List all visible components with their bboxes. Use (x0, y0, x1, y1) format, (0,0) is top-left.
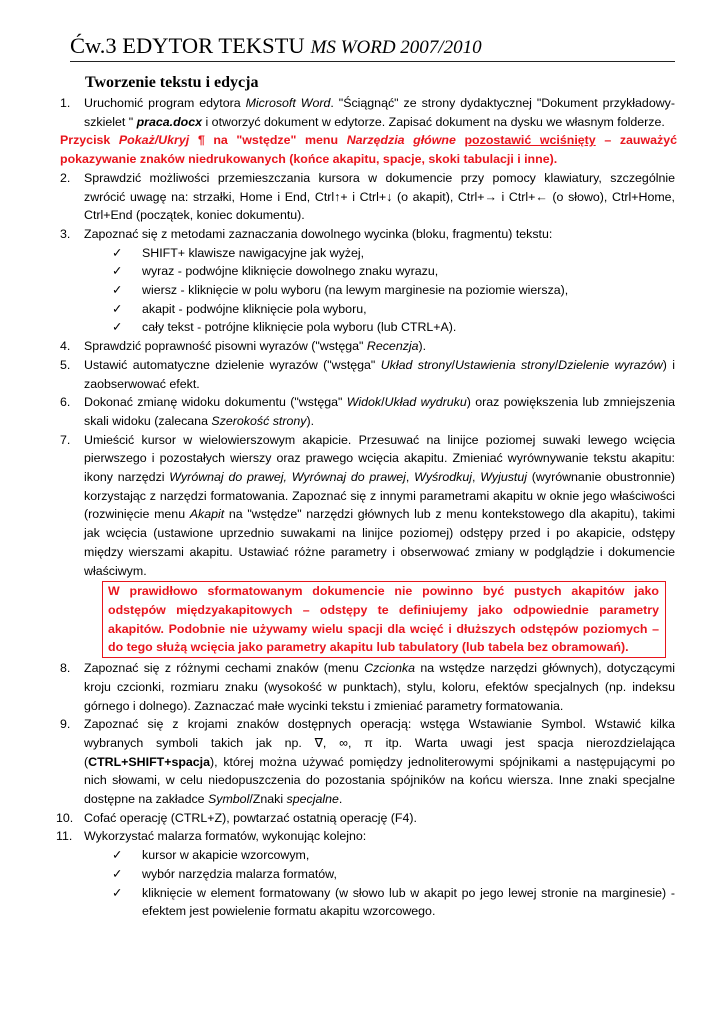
item-number: 8. (60, 661, 71, 676)
item-number: 2. (60, 170, 71, 185)
sub-list-item: ✓ wiersz - kliknięcie w polu wyboru (na lewym marginesie na poziomie wiersza), (60, 281, 675, 300)
item-number: 1. (60, 96, 71, 110)
sub-list-item: ✓ akapit - podwójne kliknięcie pola wyboru, (60, 300, 675, 319)
title-main: Ćw.3 EDYTOR TEKSTU (70, 33, 305, 58)
item-number: 5. (60, 357, 71, 372)
sub-list-item: ✓ SHIFT+ klawisze nawigacyjne jak wyżej, (60, 244, 675, 263)
title-underline (70, 61, 675, 62)
item-number: 11. (56, 829, 73, 844)
sub-list-item: ✓ kliknięcie w element formatowany (w słowo lub w akapit po jego lewej stronie na marginesie) - efektem jest powielenie formatu akapitu wzorcowego. (112, 885, 675, 919)
list-item-1: 1. Uruchomić program edytora Microsoft Word. "Ściągnąć" ze strony dydaktycznej "Dokument przykładowy-szkielet " praca.docx i otworzyć dokument w edytorze. Zapisać dokument na dysku we własnym folderze. (60, 96, 675, 129)
sub-list-item: ✓ cały tekst - potrójne kliknięcie pola wyboru (lub CTRL+A). (60, 318, 675, 337)
checkmark-icon: ✓ (112, 264, 123, 279)
item-number: 7. (60, 432, 71, 447)
checkmark-icon: ✓ (112, 866, 123, 881)
exercise-list (56, 94, 677, 921)
checkmark-icon: ✓ (112, 320, 123, 335)
list-item-5: 5. Ustawić automatyczne dzielenie wyrazów ("wstęga" Układ strony/Ustawienia strony/Dzielenie wyrazów) i zaobserwować efekt. (60, 357, 675, 391)
list-item-11: 11. Wykorzystać malarza formatów, wykonując kolejno: (60, 827, 675, 846)
list-item-9: 9. Zapoznać się z krojami znaków dostępnych operacją: wstęga Wstawianie Symbol. Wstawić kilka wybranych symboli takich jak np. ∇, ∞, π itp. Warta uwagi jest spacja nierozdzielająca (CTRL+SHIFT+spacja), której można używać pomiędzy jednoliterowymi spójnikami a następującymi po nich słowami, w celu niedopuszczenia do pozostania spójników na końcu wiersza. Inne znaki specjalne dostępne na zakładce Symbol/Znaki specjalne. (60, 717, 675, 807)
sub-list-item: ✓ wyraz - podwójne kliknięcie dowolnego znaku wyrazu, (60, 262, 675, 281)
list-item-3: 3. Zapoznać się z metodami zaznaczania dowolnego wycinka (bloku, fragmentu) tekstu: (60, 225, 675, 244)
checkmark-icon: ✓ (112, 283, 123, 298)
document-title (70, 32, 675, 62)
list-item-4: 4. Sprawdzić poprawność pisowni wyrazów ("wstęga" Recenzja). (60, 337, 675, 356)
item-number: 3. (60, 226, 71, 241)
item-number: 9. (60, 717, 71, 732)
warning-box: W prawidłowo sformatowanym dokumencie nie powinno być pustych akapitów jako odstępów międzyakapitowych – odstępy te definiujemy jako odpowiednie parametry akapitów. Podobnie nie używamy wielu spacji dla wcięć i dłuższych odstępów poziomych – do tego służą wcięcia jako parametry akapitu lub tabulatory (lub tabela bez obramowań). (102, 581, 666, 658)
checkmark-icon: ✓ (112, 245, 123, 260)
list-item-10: 10. Cofać operację (CTRL+Z), powtarzać ostatnią operację (F4). (60, 809, 675, 828)
checkmark-icon: ✓ (112, 848, 123, 863)
file-name: praca.docx (136, 114, 203, 129)
red-note: Przycisk Pokaż/Ukryj ¶ na "wstędze" menu Narzędzia główne pozostawić wciśnięty – zauważyć pokazywanie znaków niedrukowanych (końce akapitu, spacje, skoki tabulacji i inne). (60, 133, 677, 167)
list-item-8: 8. Zapoznać się z różnymi cechami znaków (menu Czcionka na wstędze narzędzi głównych), dotyczącymi kroju czcionki, rozmiaru znaku (wysokość w punktach), stylu, koloru, efektów specjalnych (np. indeksu górnego i dolnego). Zaznaczać małe wycinki tekstu i zmieniać parametry formatowania. (60, 661, 675, 713)
item-number: 6. (60, 395, 71, 410)
sub-list-item: ✓ kursor w akapicie wzorcowym, (60, 846, 675, 865)
list-item-6: 6. Dokonać zmianę widoku dokumentu ("wstęga" Widok/Układ wydruku) oraz powiększenia lub zmniejszenia skali widoku (zalecana Szerokość strony). (60, 395, 675, 428)
item-number: 4. (60, 339, 71, 354)
item-number: 10. (56, 810, 74, 825)
list-item-7: 7. Umieścić kursor w wielowierszowym akapicie. Przesuwać na linijce poziomej suwaki lewego wcięcia pierwszego i pozostałych wierszy oraz prawego wcięcia akapitu. Zmieniać wyrównywanie tekstu akapitu: ikony narzędzi Wyrównaj do prawej, Wyrównaj do prawej, Wyśrodkuj, Wyjustuj (wyrównanie obustronnie) korzystając z narzędzi formatowania. Zapoznać się z innymi parametrami akapitu w oknie jego właściwości (rozwinięcie menu Akapit na "wstędze" narzędzi głównych lub z menu kontekstowego dla akapitu), takimi jak wcięcia (ustawione uprzednio suwakami na linijce poziomej) odstępy przed i po akapicie, odstępy między wierszami akapitu. Ustawiać różne parametry i obserwować zmiany w podglądzie i dokumencie właściwym. (60, 432, 676, 578)
list-item-2: 2. Sprawdzić możliwości przemieszczania kursora w dokumencie przy pomocy klawiatury, szczególnie zwrócić uwagę na: strzałki, Home i End, Ctrl↑+ i Ctrl+↓ (o akapit), Ctrl+→ i Ctrl+← (o słowo), Ctrl+Home, Ctrl+End (początek, koniec dokumentu). (60, 170, 675, 223)
sub-list-item: ✓ wybór narzędzia malarza formatów, (60, 865, 675, 884)
title-subtitle: MS WORD 2007/2010 (310, 37, 482, 58)
checkmark-icon: ✓ (112, 885, 123, 900)
checkmark-icon: ✓ (112, 301, 123, 316)
section-heading: Tworzenie tekstu i edycja (85, 74, 259, 91)
